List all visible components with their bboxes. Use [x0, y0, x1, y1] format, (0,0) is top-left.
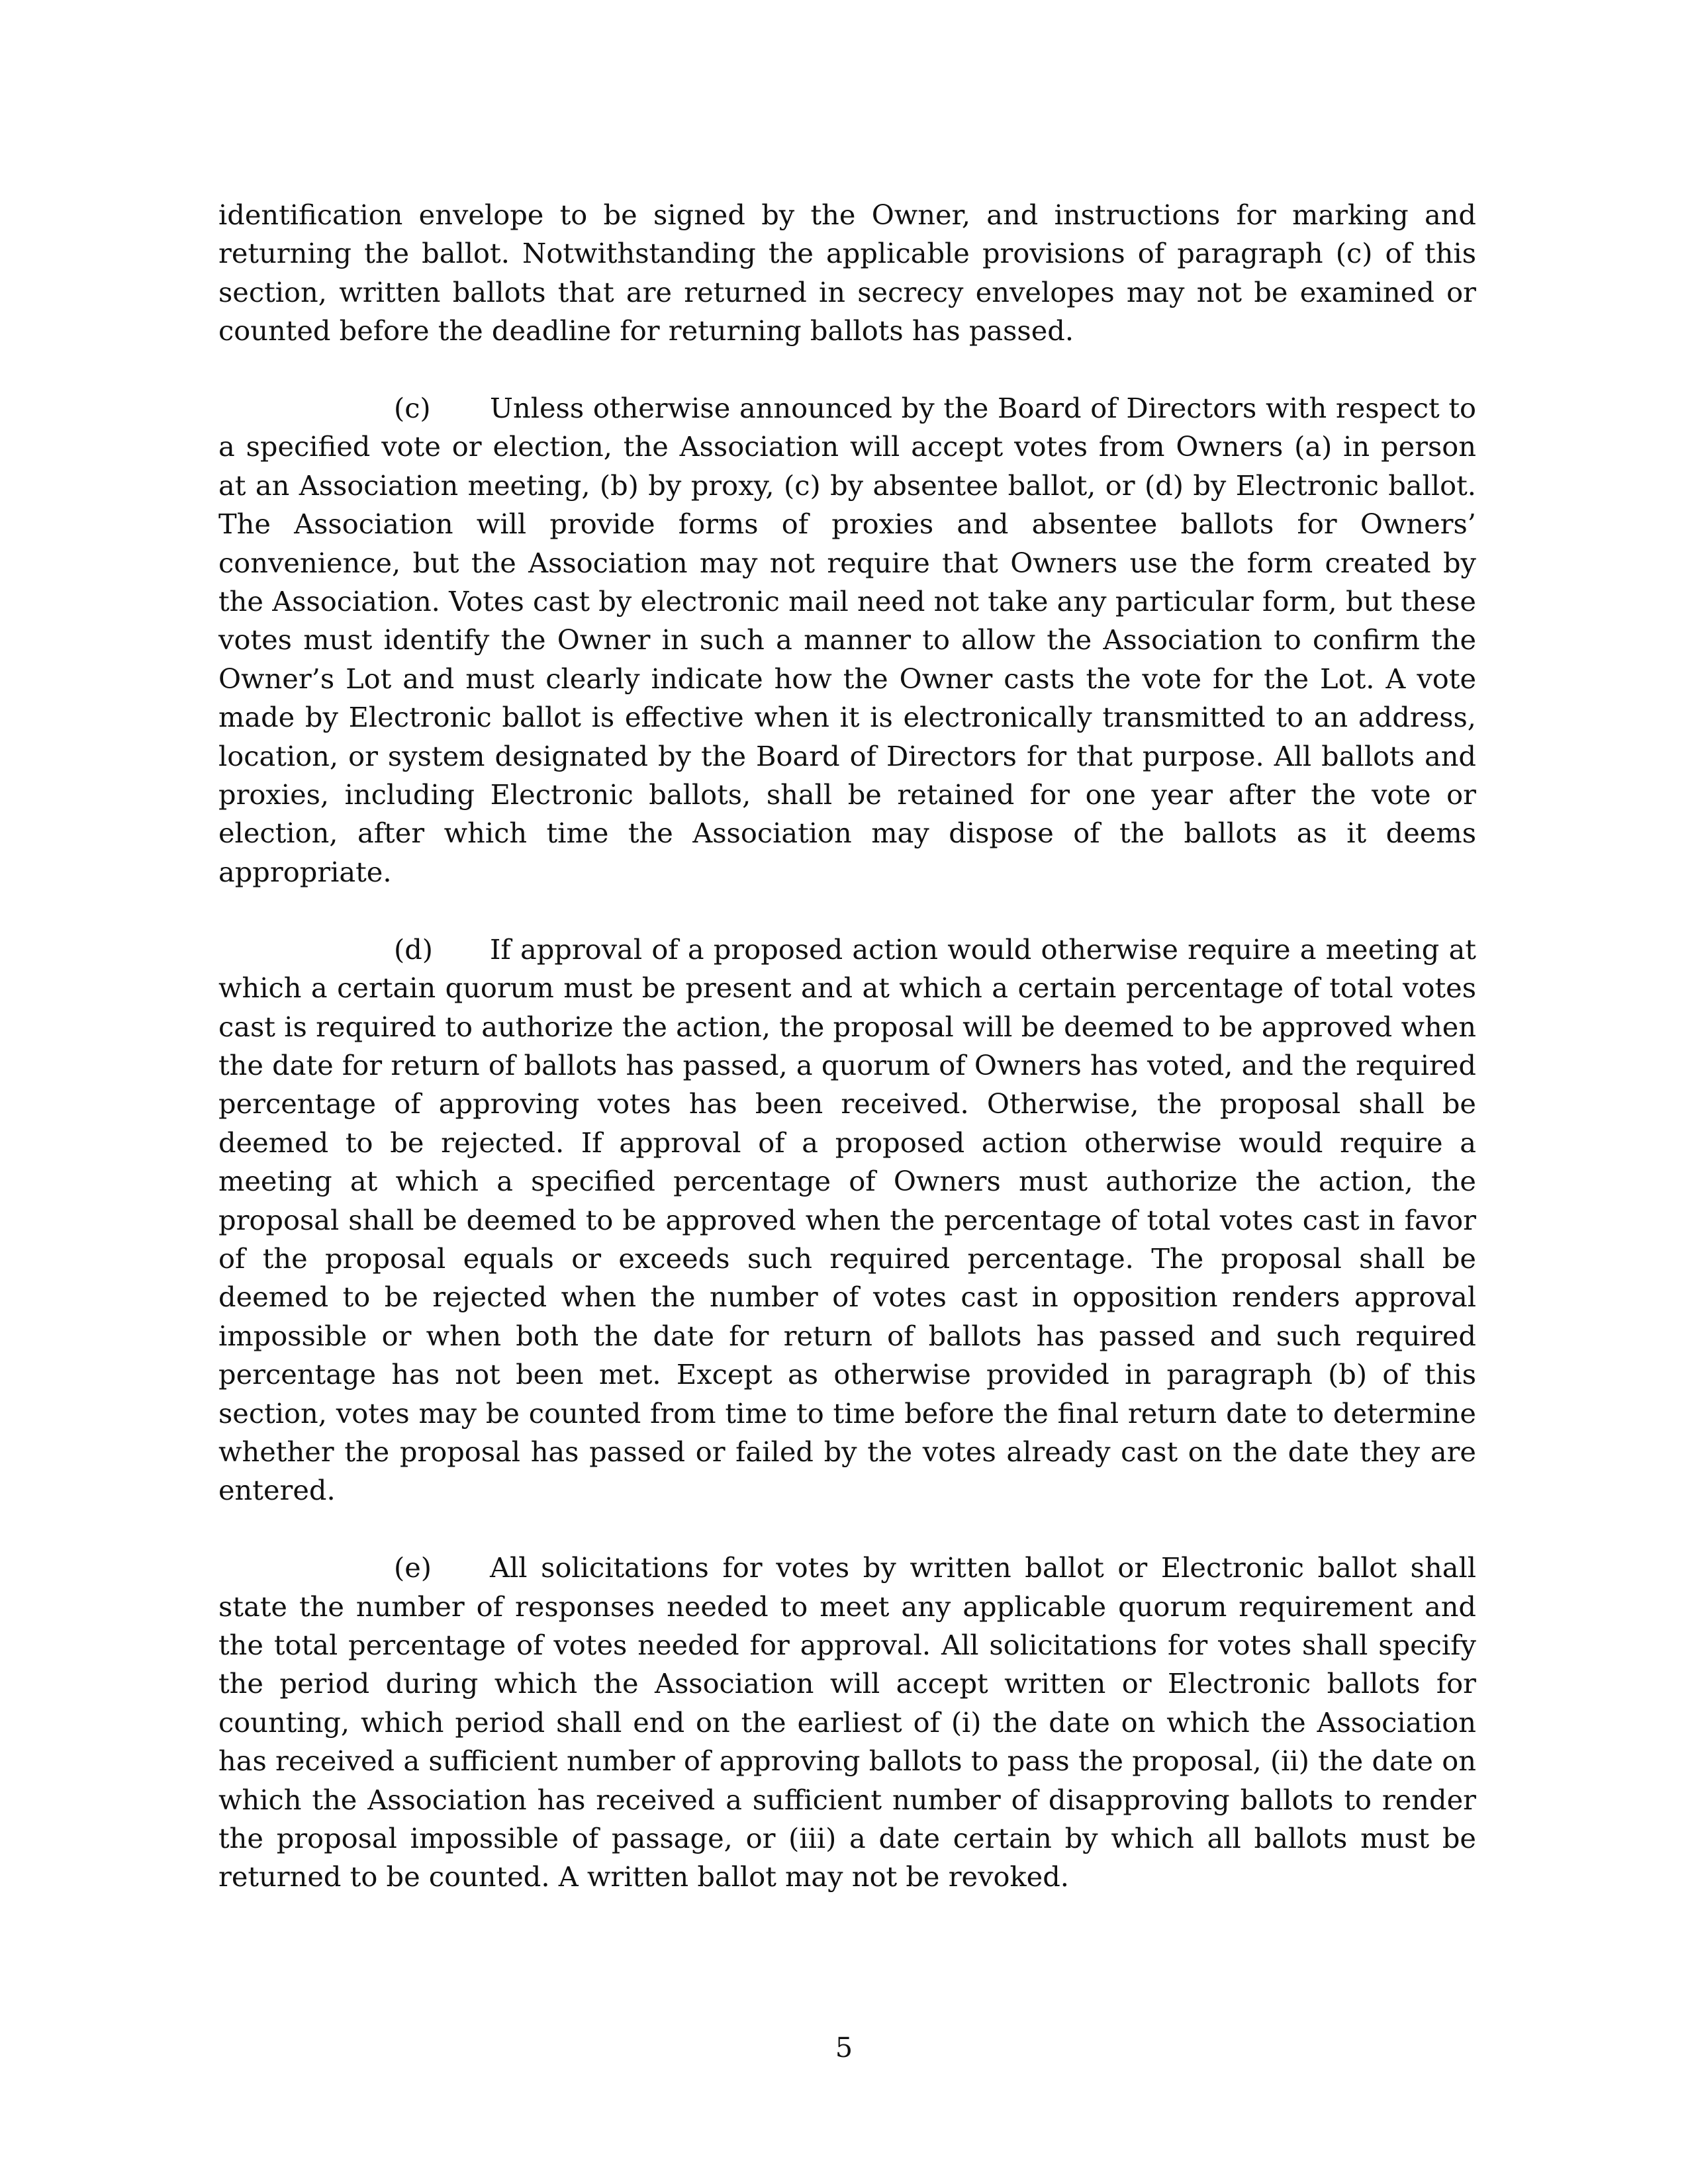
paragraph-label: (e) — [394, 1551, 432, 1584]
paragraph-c — [218, 389, 1476, 891]
paragraph-text: All solicitations for votes by written ballot or Electronic ballot shall state the number of responses needed to meet any applicable quorum requirement and the total percentage of votes needed for approval. All solicitations for votes shall specify the period during which the Association will accept written or Electronic ballots for counting, which period shall end on the earliest of (i) the date on which the Association has received a sufficient number of approving ballots to pass the proposal, (ii) the date on which the Association has received a sufficient number of disapproving ballots to render the proposal impossible of passage, or (iii) a date certain by which all ballots must be returned to be counted. A written ballot may not be revoked. — [218, 1551, 1476, 1893]
paragraph-text: identification envelope to be signed by the Owner, and instructions for marking and returning the ballot. Notwithstanding the applicable provisions of paragraph (c) of this section, written ballots that are returned in secrecy envelopes may not be examined or counted before the deadline for returning ballots has passed. — [218, 199, 1476, 347]
paragraph-e — [218, 1549, 1476, 1897]
paragraph-b-continued — [218, 196, 1476, 351]
document-body — [218, 196, 1476, 1935]
page-number: 5 — [835, 2031, 853, 2064]
paragraph-text: If approval of a proposed action would otherwise require a meeting at which a certain quorum must be present and at which a certain percentage of total votes cast is required to authorize the action, the proposal will be deemed to be approved when the date for return of ballots has passed, a quorum of Owners has voted, and the required percentage of approving votes has been received. Otherwise, the proposal shall be deemed to be rejected. If approval of a proposed action otherwise would require a meeting at which a specified percentage of Owners must authorize the action, the proposal shall be deemed to be approved when the percentage of total votes cast in favor of the proposal equals or exceeds such required percentage. The proposal shall be deemed to be rejected when the number of votes cast in opposition renders approval impossible or when both the date for return of ballots has passed and such required percentage has not been met. Except as otherwise provided in paragraph (b) of this section, votes may be counted from time to time before the final return date to determine whether the proposal has passed or failed by the votes already cast on the date they are entered. — [218, 933, 1476, 1507]
paragraph-text: Unless otherwise announced by the Board of Directors with respect to a specified vote or election, the Association will accept votes from Owners (a) in person at an Association meeting, (b) by proxy, (c) by absentee ballot, or (d) by Electronic ballot. The Association will provide forms of proxies and absentee ballots for Owners’ convenience, but the Association may not require that Owners use the form created by the Association. Votes cast by electronic mail need not take any particular form, but these votes must identify the Owner in such a manner to allow the Association to confirm the Owner’s Lot and must clearly indicate how the Owner casts the vote for the Lot. A vote made by Electronic ballot is effective when it is electronically transmitted to an address, location, or system designated by the Board of Directors for that purpose. All ballots and proxies, including Electronic ballots, shall be retained for one year after the vote or election, after which time the Association may dispose of the ballots as it deems appropriate. — [218, 392, 1476, 888]
paragraph-label: (d) — [394, 933, 433, 966]
paragraph-d — [218, 931, 1476, 1510]
paragraph-label: (c) — [394, 392, 431, 425]
